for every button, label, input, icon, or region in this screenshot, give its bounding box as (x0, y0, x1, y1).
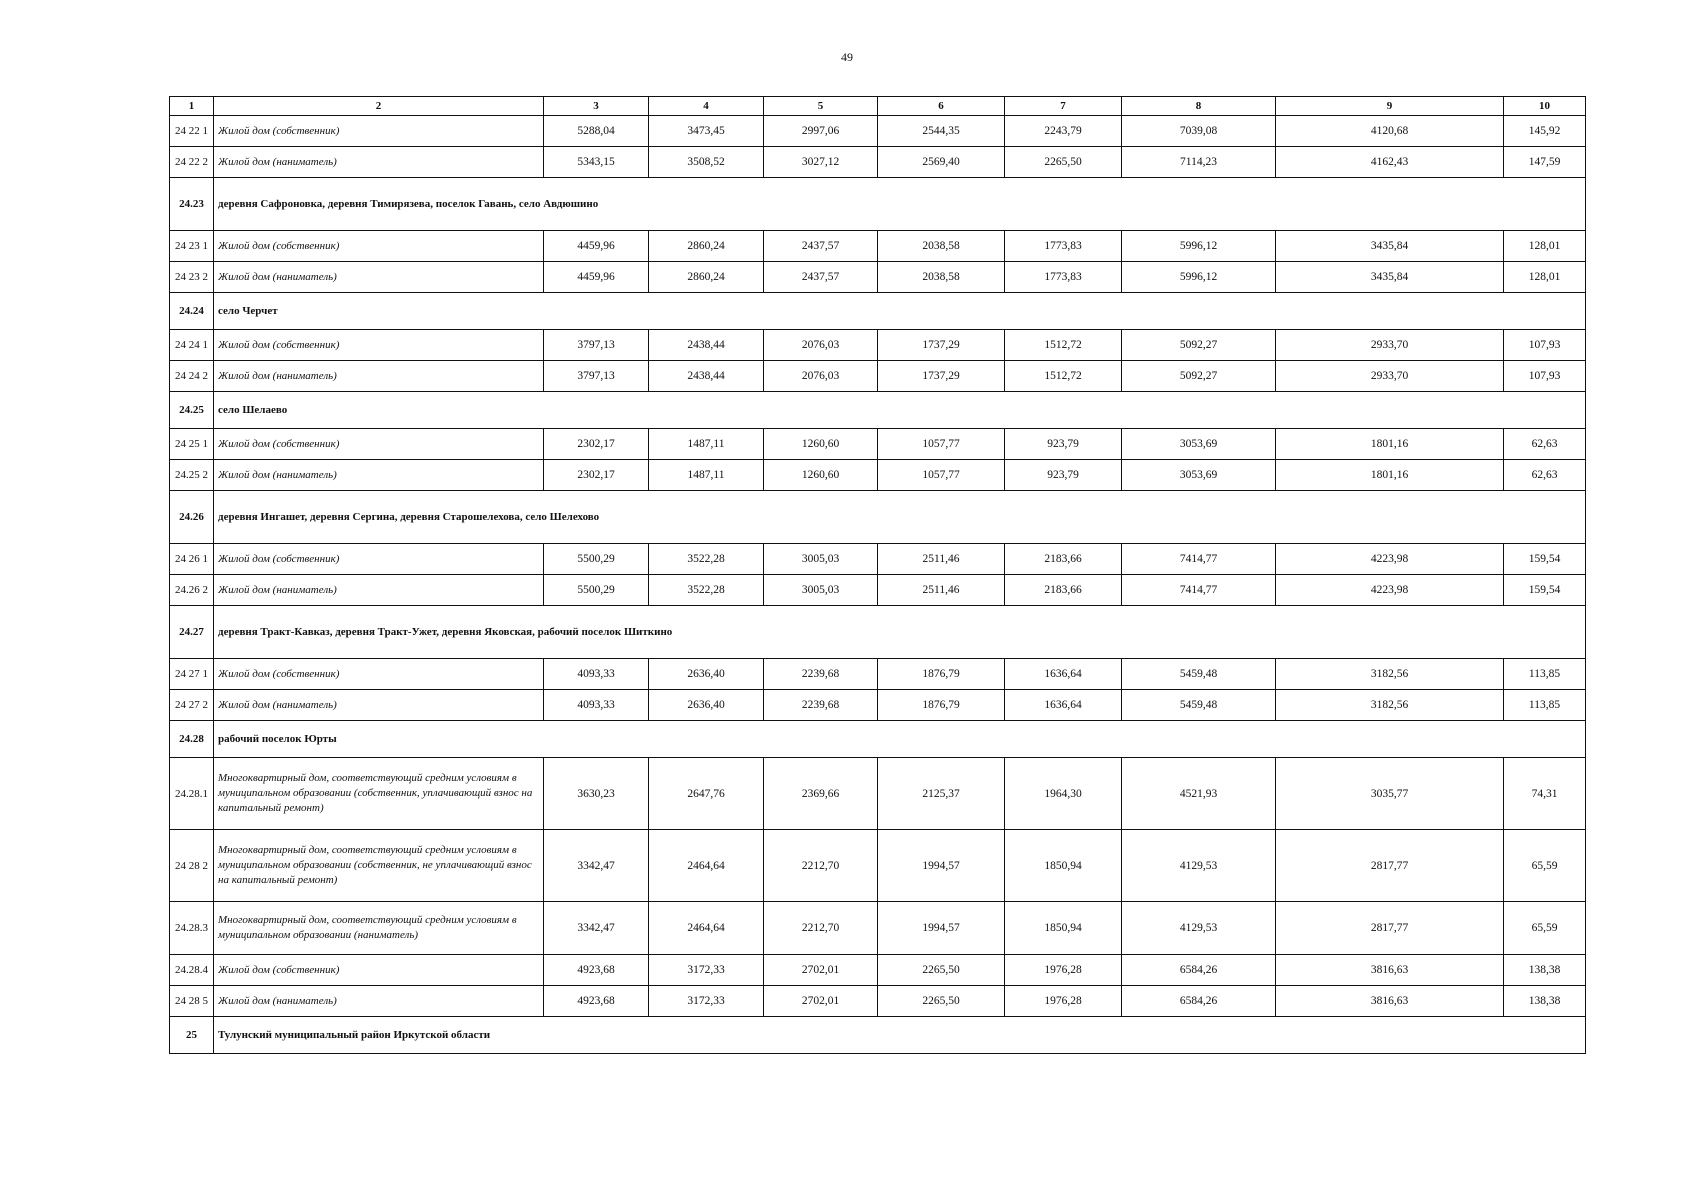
row-code: 24 22 2 (170, 147, 214, 178)
row-name: Жилой дом (наниматель) (214, 690, 544, 721)
section-name: село Шелаево (214, 392, 1586, 429)
row-code: 24 24 1 (170, 330, 214, 361)
value-cell: 3182,56 (1276, 690, 1504, 721)
value-cell: 3816,63 (1276, 955, 1504, 986)
value-cell: 3797,13 (544, 361, 649, 392)
row-name: Жилой дом (наниматель) (214, 147, 544, 178)
value-cell: 159,54 (1504, 544, 1586, 575)
row-code: 24.25 2 (170, 460, 214, 491)
value-cell: 2860,24 (649, 231, 764, 262)
row-code: 24.26 2 (170, 575, 214, 606)
value-cell: 1773,83 (1005, 262, 1122, 293)
value-cell: 4129,53 (1122, 902, 1276, 955)
row-name: Жилой дом (собственник) (214, 659, 544, 690)
table-row (170, 361, 1586, 392)
section-row (170, 178, 1586, 231)
value-cell: 1850,94 (1005, 830, 1122, 902)
value-cell: 1876,79 (878, 690, 1005, 721)
value-cell: 4521,93 (1122, 758, 1276, 830)
table-row (170, 147, 1586, 178)
row-code: 24 28 2 (170, 830, 214, 902)
value-cell: 4923,68 (544, 955, 649, 986)
section-row (170, 721, 1586, 758)
value-cell: 113,85 (1504, 659, 1586, 690)
value-cell: 1801,16 (1276, 460, 1504, 491)
value-cell: 2636,40 (649, 690, 764, 721)
value-cell: 1994,57 (878, 902, 1005, 955)
row-code: 24 25 1 (170, 429, 214, 460)
value-cell: 2212,70 (764, 830, 878, 902)
value-cell: 62,63 (1504, 429, 1586, 460)
page-number: 49 (841, 50, 853, 64)
value-cell: 6584,26 (1122, 986, 1276, 1017)
value-cell: 1976,28 (1005, 986, 1122, 1017)
row-code: 24 28 5 (170, 986, 214, 1017)
section-row (170, 606, 1586, 659)
value-cell: 3797,13 (544, 330, 649, 361)
value-cell: 2438,44 (649, 330, 764, 361)
value-cell: 2076,03 (764, 361, 878, 392)
value-cell: 2437,57 (764, 231, 878, 262)
row-code: 24.24 (170, 293, 214, 330)
section-name: рабочий поселок Юрты (214, 721, 1586, 758)
value-cell: 4223,98 (1276, 575, 1504, 606)
value-cell: 4923,68 (544, 986, 649, 1017)
section-name: Тулунский муниципальный район Иркутской области (214, 1017, 1586, 1054)
row-code: 24.23 (170, 178, 214, 231)
table-row (170, 902, 1586, 955)
row-name: Жилой дом (собственник) (214, 231, 544, 262)
value-cell: 128,01 (1504, 262, 1586, 293)
value-cell: 2997,06 (764, 116, 878, 147)
table-body (170, 116, 1586, 1054)
row-name: Жилой дом (собственник) (214, 544, 544, 575)
table-row (170, 544, 1586, 575)
row-code: 24.28.1 (170, 758, 214, 830)
column-header: 8 (1122, 97, 1276, 116)
row-code: 24.28.4 (170, 955, 214, 986)
value-cell: 2243,79 (1005, 116, 1122, 147)
column-header: 2 (214, 97, 544, 116)
table-row (170, 955, 1586, 986)
value-cell: 2933,70 (1276, 361, 1504, 392)
value-cell: 2702,01 (764, 955, 878, 986)
value-cell: 5996,12 (1122, 231, 1276, 262)
value-cell: 1260,60 (764, 429, 878, 460)
section-row (170, 293, 1586, 330)
value-cell: 147,59 (1504, 147, 1586, 178)
table-row (170, 758, 1586, 830)
value-cell: 1487,11 (649, 429, 764, 460)
value-cell: 2125,37 (878, 758, 1005, 830)
value-cell: 4162,43 (1276, 147, 1504, 178)
value-cell: 3182,56 (1276, 659, 1504, 690)
value-cell: 1260,60 (764, 460, 878, 491)
value-cell: 5500,29 (544, 575, 649, 606)
column-header: 5 (764, 97, 878, 116)
value-cell: 62,63 (1504, 460, 1586, 491)
value-cell: 4459,96 (544, 231, 649, 262)
value-cell: 4459,96 (544, 262, 649, 293)
table-row (170, 986, 1586, 1017)
value-cell: 5459,48 (1122, 659, 1276, 690)
value-cell: 65,59 (1504, 830, 1586, 902)
value-cell: 2265,50 (878, 955, 1005, 986)
value-cell: 2437,57 (764, 262, 878, 293)
column-header: 9 (1276, 97, 1504, 116)
value-cell: 3005,03 (764, 544, 878, 575)
value-cell: 2239,68 (764, 659, 878, 690)
value-cell: 2369,66 (764, 758, 878, 830)
value-cell: 1636,64 (1005, 690, 1122, 721)
value-cell: 2860,24 (649, 262, 764, 293)
value-cell: 4129,53 (1122, 830, 1276, 902)
value-cell: 1512,72 (1005, 330, 1122, 361)
value-cell: 2302,17 (544, 429, 649, 460)
table-row (170, 262, 1586, 293)
value-cell: 5092,27 (1122, 330, 1276, 361)
table-row (170, 231, 1586, 262)
column-header: 1 (170, 97, 214, 116)
value-cell: 1964,30 (1005, 758, 1122, 830)
value-cell: 6584,26 (1122, 955, 1276, 986)
header-row (170, 97, 1586, 116)
value-cell: 1801,16 (1276, 429, 1504, 460)
value-cell: 2302,17 (544, 460, 649, 491)
row-code: 24 27 1 (170, 659, 214, 690)
column-header: 10 (1504, 97, 1586, 116)
value-cell: 74,31 (1504, 758, 1586, 830)
row-name: Многоквартирный дом, соответствующий средним условиям в муниципальном образовании (наниматель) (214, 902, 544, 955)
section-name: деревня Ингашет, деревня Сергина, деревня Старошелехова, село Шелехово (214, 491, 1586, 544)
value-cell: 2511,46 (878, 544, 1005, 575)
value-cell: 3342,47 (544, 830, 649, 902)
value-cell: 3342,47 (544, 902, 649, 955)
row-code: 24 26 1 (170, 544, 214, 575)
column-header: 3 (544, 97, 649, 116)
value-cell: 65,59 (1504, 902, 1586, 955)
section-name: село Черчет (214, 293, 1586, 330)
value-cell: 2076,03 (764, 330, 878, 361)
value-cell: 2511,46 (878, 575, 1005, 606)
row-name: Жилой дом (собственник) (214, 330, 544, 361)
value-cell: 2464,64 (649, 830, 764, 902)
tariff-table (169, 96, 1586, 1054)
value-cell: 2817,77 (1276, 902, 1504, 955)
value-cell: 2183,66 (1005, 575, 1122, 606)
row-name: Жилой дом (наниматель) (214, 361, 544, 392)
value-cell: 3508,52 (649, 147, 764, 178)
value-cell: 1487,11 (649, 460, 764, 491)
value-cell: 3522,28 (649, 544, 764, 575)
value-cell: 1850,94 (1005, 902, 1122, 955)
row-code: 24.28.3 (170, 902, 214, 955)
column-header: 4 (649, 97, 764, 116)
value-cell: 2569,40 (878, 147, 1005, 178)
value-cell: 1773,83 (1005, 231, 1122, 262)
value-cell: 1512,72 (1005, 361, 1122, 392)
value-cell: 1876,79 (878, 659, 1005, 690)
value-cell: 5092,27 (1122, 361, 1276, 392)
row-code: 24.28 (170, 721, 214, 758)
table-row (170, 690, 1586, 721)
value-cell: 2647,76 (649, 758, 764, 830)
value-cell: 3435,84 (1276, 262, 1504, 293)
row-code: 24.26 (170, 491, 214, 544)
value-cell: 2239,68 (764, 690, 878, 721)
value-cell: 2702,01 (764, 986, 878, 1017)
value-cell: 3816,63 (1276, 986, 1504, 1017)
value-cell: 5288,04 (544, 116, 649, 147)
section-row (170, 1017, 1586, 1054)
value-cell: 107,93 (1504, 361, 1586, 392)
row-code: 24 27 2 (170, 690, 214, 721)
value-cell: 923,79 (1005, 429, 1122, 460)
row-name: Жилой дом (собственник) (214, 116, 544, 147)
table-row (170, 330, 1586, 361)
value-cell: 3027,12 (764, 147, 878, 178)
row-code: 24 23 2 (170, 262, 214, 293)
table-row (170, 116, 1586, 147)
row-code: 24.27 (170, 606, 214, 659)
value-cell: 4093,33 (544, 690, 649, 721)
value-cell: 107,93 (1504, 330, 1586, 361)
row-name: Многоквартирный дом, соответствующий средним условиям в муниципальном образовании (собственник, уплачивающий взнос на капитальный ремонт) (214, 758, 544, 830)
value-cell: 7114,23 (1122, 147, 1276, 178)
value-cell: 2212,70 (764, 902, 878, 955)
value-cell: 1737,29 (878, 330, 1005, 361)
value-cell: 1057,77 (878, 460, 1005, 491)
value-cell: 1057,77 (878, 429, 1005, 460)
value-cell: 3630,23 (544, 758, 649, 830)
row-name: Жилой дом (наниматель) (214, 986, 544, 1017)
value-cell: 2265,50 (878, 986, 1005, 1017)
value-cell: 4120,68 (1276, 116, 1504, 147)
section-row (170, 491, 1586, 544)
value-cell: 2544,35 (878, 116, 1005, 147)
section-row (170, 392, 1586, 429)
value-cell: 3172,33 (649, 955, 764, 986)
row-name: Жилой дом (собственник) (214, 955, 544, 986)
value-cell: 1994,57 (878, 830, 1005, 902)
row-code: 24 24 2 (170, 361, 214, 392)
value-cell: 3053,69 (1122, 460, 1276, 491)
column-header: 7 (1005, 97, 1122, 116)
value-cell: 3522,28 (649, 575, 764, 606)
row-code: 24 23 1 (170, 231, 214, 262)
table-row (170, 429, 1586, 460)
section-name: деревня Сафроновка, деревня Тимирязева, поселок Гавань, село Авдюшино (214, 178, 1586, 231)
column-header: 6 (878, 97, 1005, 116)
value-cell: 159,54 (1504, 575, 1586, 606)
table-row (170, 659, 1586, 690)
value-cell: 2636,40 (649, 659, 764, 690)
value-cell: 2183,66 (1005, 544, 1122, 575)
value-cell: 2817,77 (1276, 830, 1504, 902)
row-code: 24.25 (170, 392, 214, 429)
value-cell: 128,01 (1504, 231, 1586, 262)
value-cell: 7039,08 (1122, 116, 1276, 147)
value-cell: 7414,77 (1122, 544, 1276, 575)
value-cell: 3172,33 (649, 986, 764, 1017)
value-cell: 3435,84 (1276, 231, 1504, 262)
table-row (170, 460, 1586, 491)
value-cell: 5996,12 (1122, 262, 1276, 293)
value-cell: 4093,33 (544, 659, 649, 690)
value-cell: 138,38 (1504, 955, 1586, 986)
value-cell: 2933,70 (1276, 330, 1504, 361)
value-cell: 3005,03 (764, 575, 878, 606)
value-cell: 1976,28 (1005, 955, 1122, 986)
value-cell: 5500,29 (544, 544, 649, 575)
value-cell: 2438,44 (649, 361, 764, 392)
row-name: Жилой дом (наниматель) (214, 575, 544, 606)
value-cell: 3473,45 (649, 116, 764, 147)
row-name: Жилой дом (собственник) (214, 429, 544, 460)
row-code: 25 (170, 1017, 214, 1054)
value-cell: 5343,15 (544, 147, 649, 178)
value-cell: 923,79 (1005, 460, 1122, 491)
value-cell: 3053,69 (1122, 429, 1276, 460)
section-name: деревня Тракт-Кавказ, деревня Тракт-Ужет, деревня Яковская, рабочий поселок Шиткино (214, 606, 1586, 659)
value-cell: 2038,58 (878, 231, 1005, 262)
value-cell: 2038,58 (878, 262, 1005, 293)
value-cell: 138,38 (1504, 986, 1586, 1017)
value-cell: 3035,77 (1276, 758, 1504, 830)
row-name: Жилой дом (наниматель) (214, 262, 544, 293)
table-row (170, 830, 1586, 902)
table-row (170, 575, 1586, 606)
row-name: Многоквартирный дом, соответствующий средним условиям в муниципальном образовании (собственник, не уплачивающий взнос на капитальный ремонт) (214, 830, 544, 902)
value-cell: 2464,64 (649, 902, 764, 955)
value-cell: 1636,64 (1005, 659, 1122, 690)
value-cell: 7414,77 (1122, 575, 1276, 606)
value-cell: 145,92 (1504, 116, 1586, 147)
value-cell: 1737,29 (878, 361, 1005, 392)
value-cell: 5459,48 (1122, 690, 1276, 721)
row-code: 24 22 1 (170, 116, 214, 147)
value-cell: 4223,98 (1276, 544, 1504, 575)
value-cell: 2265,50 (1005, 147, 1122, 178)
value-cell: 113,85 (1504, 690, 1586, 721)
row-name: Жилой дом (наниматель) (214, 460, 544, 491)
